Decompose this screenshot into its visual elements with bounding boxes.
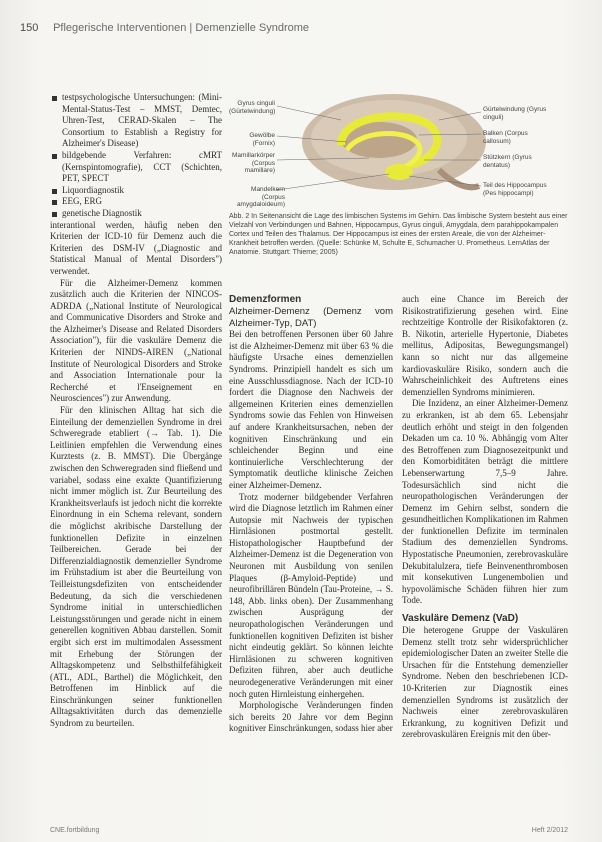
paragraph: Die Inzidenz, an einer Alzheimer-Demenz zu erkranken, ist ab dem 65. Lebensjahr deutlich erhöht und steigt in den folgenden Dekaden um ca. 10 %. Abhängig vom Alter des Betroffenen zum Diagnosezeitpunkt und den Komorbiditäten beträgt die mittlere Lebenserwartung 7,5–9 Jahre. Todesursächlich sind nicht die neuropathologischen Veränderungen der Demenz im Gehirn selbst, sondern die gesundheitlichen Komplikationen im Rahmen der funktionellen Defizite im terminalen Stadium des demenziellen Syndroms. Hypostatische Pneumonien, zerebrovaskuläre Dekubitalulzera, tiefe Beinvenenthrombosen mit konsekutiven Lungenembolien und hypovolämische Schäden führen hier zum Tode.	[402, 398, 568, 606]
section-heading: Demenzformen	[229, 294, 302, 305]
running-title: Pflegerische Interventionen | Demenzielle Syndrome	[53, 22, 310, 34]
middle-column	[229, 294, 393, 735]
left-column	[50, 92, 222, 730]
paragraph: Bei den betroffenen Personen über 60 Jahre ist die Alzheimer-Demenz mit über 63 % die häufigste Ursache eines demenziellen Syndroms. Prinzipiell handelt es sich um eine Ausschlussdiagnose. Nach der ICD-10 fordert die Diagnose den Nachweis der allgemeinen Kriterien eines demenziellen Syndroms sowie das Fehlen von Hinweisen auf andere Krankheitsursachen, neben der kognitiven Einschränkung und ein schleichender Beginn und eine kontinuierliche Verschlechterung der Symptomatik deutliche klinische Zeichen einer Alzheimer-Demenz.	[229, 329, 393, 490]
figure-label: Balken (Corpus callosum)	[483, 130, 528, 145]
list-item: bildgebende Verfahren: cMRT (Kernspintomografie), CCT (Schichten, PET, SPECT	[50, 150, 222, 185]
figure-label: Gyrus cinguli (Gürtelwindung)	[229, 100, 276, 115]
page-number: 150	[20, 22, 39, 34]
paragraph: Die heterogene Gruppe der Vaskulären Demenz stellt trotz sehr widersprüchlicher epidemiologischer Daten an zweiter Stelle die Ursachen für die Entstehung demenzieller Syndrome. Neben den beschriebenen ICD-10-Kriterien zur Diagnostik eines demenziellen Syndroms ist zusätzlich der Nachweis einer zerebrovaskulären Erkrankung, zu kognitiven Defizit und zerebrovaskulären Ereignis mit den über-	[402, 625, 568, 740]
figure-label: Mamillarkörper (Corpus mamillare)	[232, 152, 275, 174]
diagnostics-list	[50, 92, 222, 220]
paragraph: Morphologische Veränderungen finden sich bereits 20 Jahre vor dem Beginn kognitiver Einschränkungen, sodass hier aber	[229, 700, 393, 734]
paragraph: Für die Alzheimer-Demenz kommen zusätzlich auch die Kriterien der NINCOS-ADRDA („National Institute of Neurological and Communicative Disorders and Stroke and the Alzheimer's Disease and Related Disorders Association"), für die vaskuläre Demenz die Kriterien der NINDS-AIREN („National Institute of Neurological Disorders and Stroke and Association Internationale pour la Recherché et l'Enseignement en Neurosciences") zur Anwendung.	[50, 277, 222, 404]
list-item: Liquordiagnostik	[50, 185, 222, 197]
subsection-heading: Alzheimer-Demenz (Demenz vom Alzheimer-Typ, DAT)	[229, 306, 393, 329]
figure-label: Stützkern (Gyrus dentatus)	[483, 154, 532, 169]
figure-label: Teil des Hippocampus (Pes hippocampi)	[483, 182, 547, 197]
section-heading: Vaskuläre Demenz (VaD)	[402, 613, 519, 625]
figure-label: Mandelkern (Corpus amygdaloideum)	[236, 186, 285, 208]
list-item: genetische Diagnostik	[50, 208, 222, 220]
paragraph: auch eine Chance im Bereich der Risikostratifizierung gesehen wird. Eine rechtzeitige Kontrolle der Risikofaktoren (z. B. Nikotin, arterielle Hypertonie, Diabetes mellitus, Adipositas, Bewegungsmangel) kann so nicht nur das allgemeine kardiovaskuläre Risiko, sondern auch die Wahrscheinlichkeit des Auftretens eines demenziellen Syndroms minimieren.	[402, 294, 568, 397]
list-item: EEG, ERG	[50, 196, 222, 208]
paragraph: Trotz moderner bildgebender Verfahren wird die Diagnose letztlich im Rahmen einer Autopsie mit Nachweis der typischen Hirnläsionen postmortal gestellt. Histopathologischer Hauptbefund der Alzheimer-Demenz ist die Degeneration von Neuronen mit Ausbildung von senilen Plaques (β-Amyloid-Peptide) und neurofibrillären Bündeln (Tau-Proteine, → S. 148, Abb. links oben). Der Zusammenhang zwischen Ausprägung der neuropathologischen Veränderungen und funktionellen kognitiven Defiziten ist bisher nicht eindeutig geklärt. So können leichte Hirnläsionen zu schweren kognitiven Defiziten führen, aber auch deutliche neurodegenerative Veränderungen mit einer noch guten Hirnleistung einhergehen.	[229, 491, 393, 699]
footer-right: Heft 2/2012	[531, 827, 568, 834]
figure-label: Gürtelwindung (Gyrus cinguli)	[483, 106, 547, 121]
right-column	[402, 294, 568, 741]
paragraph: interantional werden, häufig neben den Kriterien der ICD-10 für Demenz auch die Kriterien des DSM-IV („Diagnostic and Statistical Manual of Mental Disorders") verwendet.	[50, 219, 222, 276]
list-item: testpsychologische Untersuchungen: (Mini-Mental-Status-Test – MMST, Demtec, Uhren-Test, CERAD-Skalen – The Consortium to Establish a Registry for Alzheimer's Disease)	[50, 92, 222, 150]
page-header	[20, 22, 309, 34]
footer-left: CNE.fortbildung	[50, 827, 100, 834]
hippocampus-highlight	[385, 164, 413, 180]
figure-label: Gewölbe (Fornix)	[249, 132, 275, 147]
paragraph: Für den klinischen Alltag hat sich die Einteilung der demenziellen Syndrome in drei Schweregrade etabliert (→ Tab. 1). Die Leitlinien empfehlen die Verwendung eines Kurztests (z. B. MMST). Die Übergänge zwischen den Schweregraden sind fließend und variabel, sodass eine exakte Quantifizierung nicht immer möglich ist. Zur Beurteilung des Krankheitsverlaufs ist jedoch nicht die korrekte Einordnung in ein Schema relevant, sondern die möglichst akribische Darstellung der funktionellen Defizite in einzelnen Teilbereichen. Gerade bei der Differenzialdiagnostik demenzieller Syndrome im Frühstadium ist aber die Beurteilung von Teilleistungsdefiziten von entscheidender Bedeutung, da sich die verschiedenen Syndrome initial in unterschiedlichen Leistungsstörungen und gerade nicht in einem generellen kognitiven Abbau darstellen. Somit ergibt sich erst im multimodalen Assessment mit Erhebung der Störungen der Alltagskompetenz und Selbsthilfefähigkeit (ATL, ADL, Barthel) die Möglichkeit, den Betroffenen im Hinblick auf die Einschränkungen seiner funktionellen Alltagsaktivitäten durch das demenzielle Syndrom zu beurteilen.	[50, 405, 222, 729]
figure-caption: Abb. 2 In Seitenansicht die Lage des limbischen Systems im Gehirn. Das limbische System besteht aus einer Vielzahl von Verbindungen und Bahnen, Hippocampus, Gyrus cinguli, Amygdala, dem parahippokampalen Cortex und Teilen des Thalamus. Der Hippocampus ist eines der ersten Areale, die von der Alzheimer-Krankheit betroffen werden. (Quelle: Schünke M, Schulte E, Schumacher U. Prometheus. LernAtlas der Anatomie. Stuttgart: Thieme; 2005)	[229, 213, 568, 256]
